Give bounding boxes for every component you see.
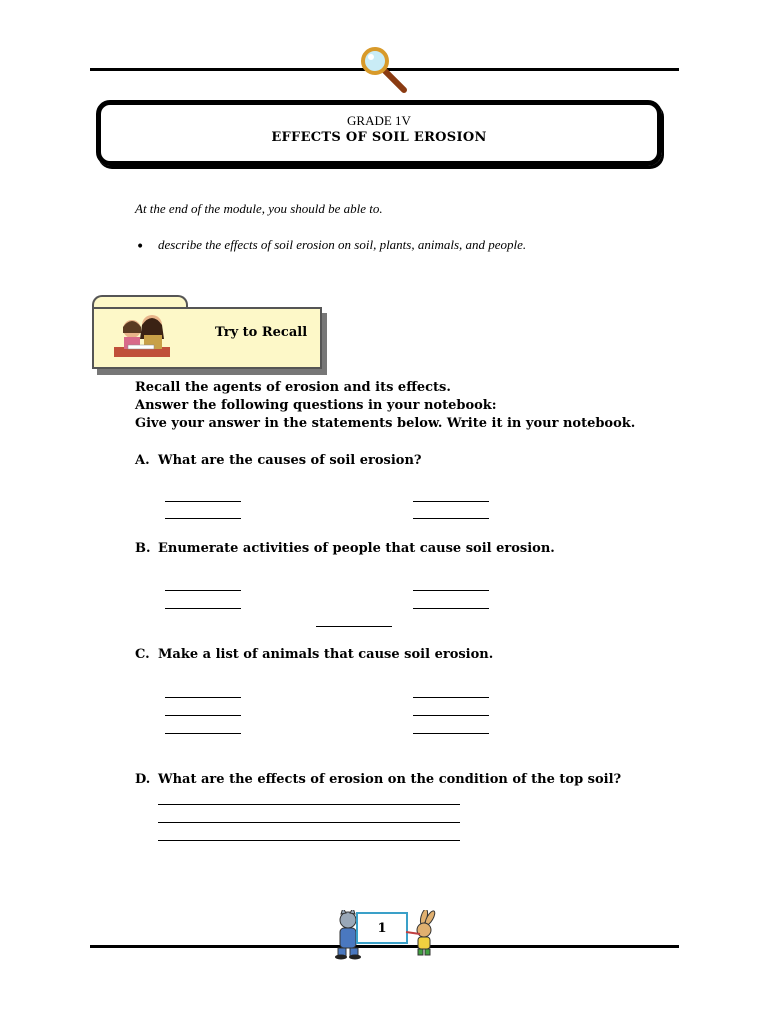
answer-blank[interactable] [413, 733, 489, 734]
answer-line[interactable] [158, 840, 460, 841]
rabbit-pointer-illustration [404, 910, 438, 960]
answer-blank[interactable] [165, 715, 241, 716]
question-text: What are the effects of erosion on the condition of the top soil? [158, 772, 622, 787]
question-a [135, 453, 422, 468]
question-letter: A. [135, 453, 150, 468]
grade-label: GRADE 1V [347, 113, 411, 128]
question-text: Make a list of animals that cause soil erosion. [158, 647, 494, 662]
answer-blank[interactable] [165, 501, 241, 502]
answer-blank[interactable] [165, 697, 241, 698]
page-number: 1 [377, 921, 387, 936]
question-c [135, 647, 493, 662]
question-b [135, 541, 555, 556]
answer-blank[interactable] [165, 590, 241, 591]
objectives-intro: At the end of the module, you should be able to. [135, 201, 383, 216]
bullet-icon: • [136, 239, 145, 255]
answer-blank[interactable] [413, 697, 489, 698]
answer-line[interactable] [158, 804, 460, 805]
answer-blank[interactable] [413, 518, 489, 519]
instruction-line: Give your answer in the statements below. Write it in your notebook. [135, 416, 636, 431]
question-letter: D. [135, 772, 151, 787]
answer-blank[interactable] [316, 626, 392, 627]
answer-blank[interactable] [413, 608, 489, 609]
children-reading-illustration [110, 313, 174, 361]
answer-blank[interactable] [165, 608, 241, 609]
question-letter: B. [135, 541, 151, 556]
answer-blank[interactable] [413, 590, 489, 591]
answer-blank[interactable] [165, 518, 241, 519]
magnifying-glass-icon [358, 44, 410, 96]
answer-line[interactable] [158, 822, 460, 823]
bottom-rule [90, 945, 679, 948]
title-box [96, 100, 662, 166]
instruction-line: Recall the agents of erosion and its effects. [135, 380, 451, 395]
answer-blank[interactable] [413, 501, 489, 502]
instruction-line: Answer the following questions in your notebook: [135, 398, 497, 413]
objective-item: describe the effects of soil erosion on soil, plants, animals, and people. [158, 237, 527, 252]
answer-blank[interactable] [413, 715, 489, 716]
question-letter: C. [135, 647, 150, 662]
question-d [135, 772, 621, 787]
question-text: What are the causes of soil erosion? [158, 453, 422, 468]
page-number-box [356, 912, 408, 944]
answer-blank[interactable] [165, 733, 241, 734]
page-title: EFFECTS OF SOIL EROSION [271, 130, 487, 145]
question-text: Enumerate activities of people that cause soil erosion. [158, 541, 555, 556]
recall-card-label: Try to Recall [215, 325, 308, 340]
